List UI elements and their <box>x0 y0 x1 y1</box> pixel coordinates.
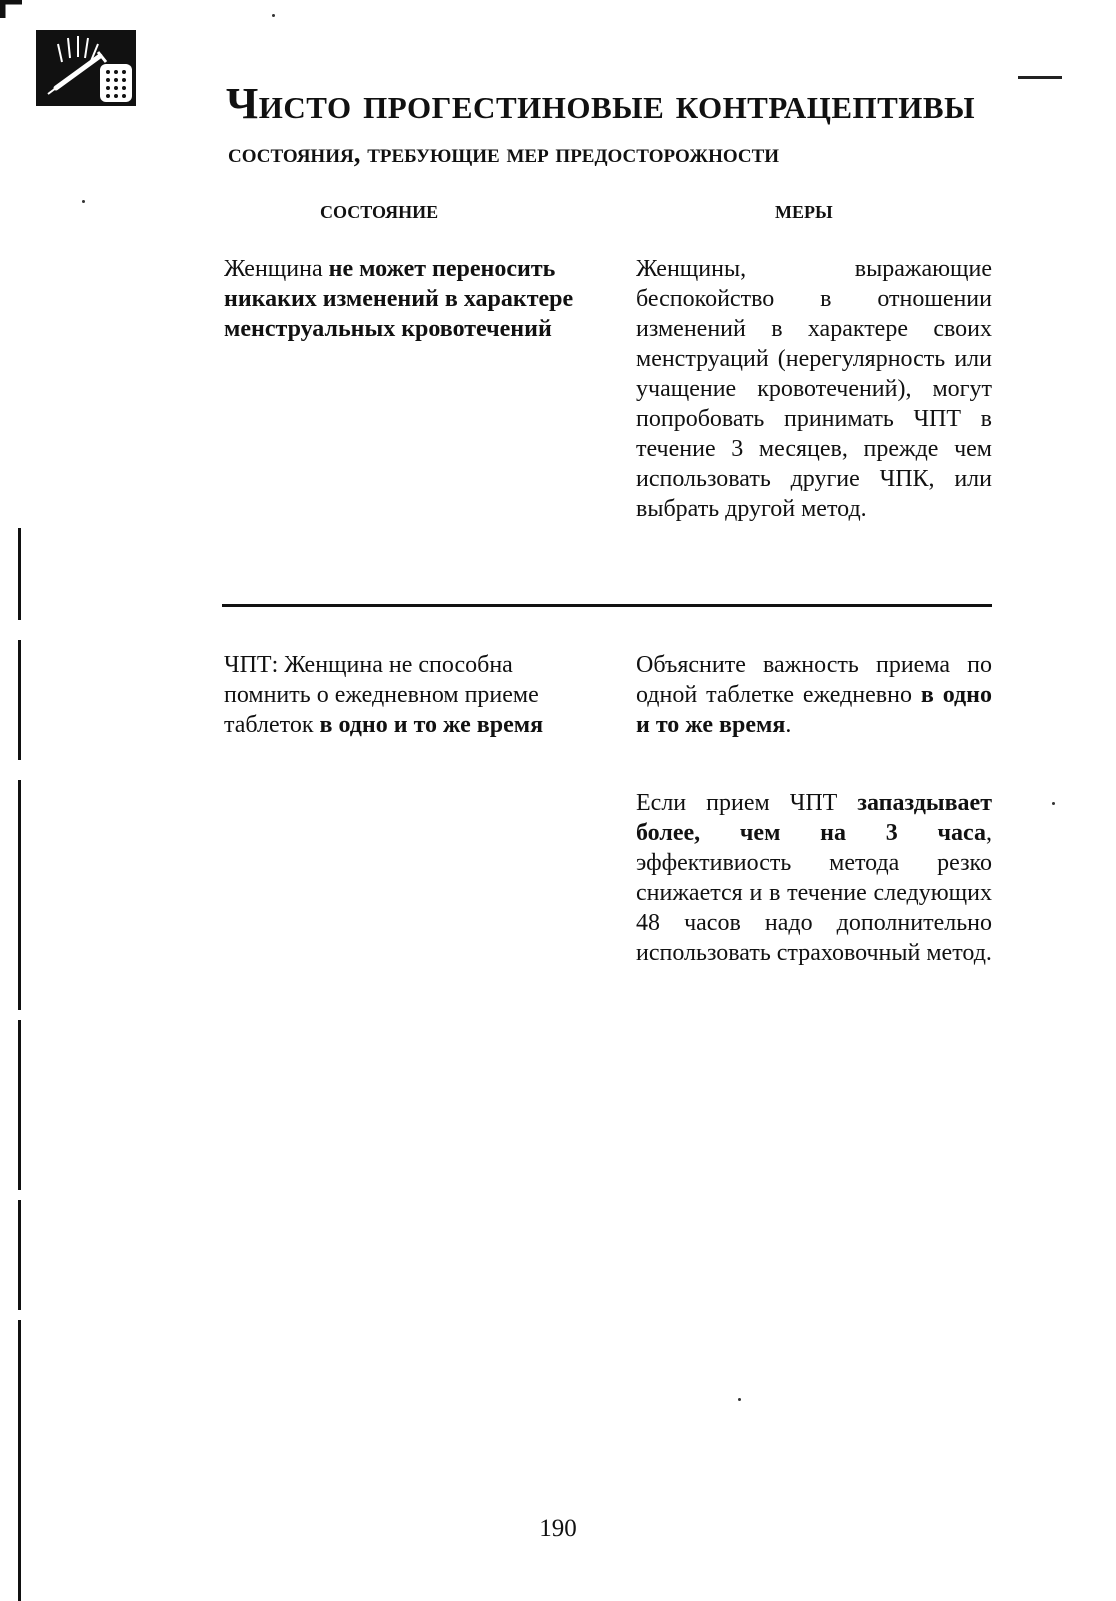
text-run: . <box>785 712 792 738</box>
scan-edge-line <box>18 1020 21 1190</box>
row-2-measures-paragraph-2 <box>636 788 992 968</box>
scan-corner-mark <box>0 0 22 18</box>
scan-speck <box>272 14 275 17</box>
row-2-measures-paragraph-1 <box>636 650 992 740</box>
text-run: Женщина <box>224 256 329 282</box>
table-divider <box>222 604 992 607</box>
row-1-condition <box>224 254 604 344</box>
text-run-bold: в одно и то же время <box>319 712 544 738</box>
text-run: Женщины, выражающие беспокойство в отношении изменений в характере своих менструаций (нерегулярность или учащение кровотечений), могут попробовать принимать ЧПТ в течение 3 месяцев, прежде чем использовать другие ЧПК, или выбрать другой метод. <box>636 256 992 522</box>
scan-edge-line <box>18 1200 21 1310</box>
text-run: Объясните важность приема по одной таблетке ежедневно <box>636 652 992 708</box>
scan-edge-line <box>18 528 21 620</box>
scan-edge-line <box>18 640 21 760</box>
scan-speck <box>738 1398 741 1401</box>
column-header-measures: меры <box>775 195 833 224</box>
row-1-measures <box>636 254 992 524</box>
text-run-bold: запаздывает более, чем на 3 часа <box>636 790 992 846</box>
column-header-condition: состояние <box>320 195 439 224</box>
text-run: ЧПТ: Женщина не способна помнить о ежедневном приеме таблеток <box>224 652 539 738</box>
scan-artifact-dash <box>1018 76 1062 79</box>
text-run: , эффективиость метода резко снижается и в течение следующих 48 часов надо дополнительно использовать страховочный метод. <box>636 820 992 966</box>
row-2-condition <box>224 650 604 740</box>
page-title: Чисто прогестиновые контрацептивы <box>226 79 976 128</box>
scan-speck <box>1052 802 1055 805</box>
syringe-pill-pack-icon <box>36 30 136 106</box>
scan-edge-line <box>18 1320 21 1601</box>
scan-edge-line <box>18 780 21 1010</box>
text-run: Если прием ЧПТ <box>636 790 858 816</box>
page-subtitle: состояния, требующие мер предосторожности <box>228 138 780 168</box>
text-run-bold: не может переносить никаких изменений в характере менструальных кровотечений <box>224 256 574 342</box>
scan-speck <box>82 200 85 203</box>
page-number: 190 <box>539 1515 577 1542</box>
text-run-bold: в одно и то же время <box>636 682 992 738</box>
